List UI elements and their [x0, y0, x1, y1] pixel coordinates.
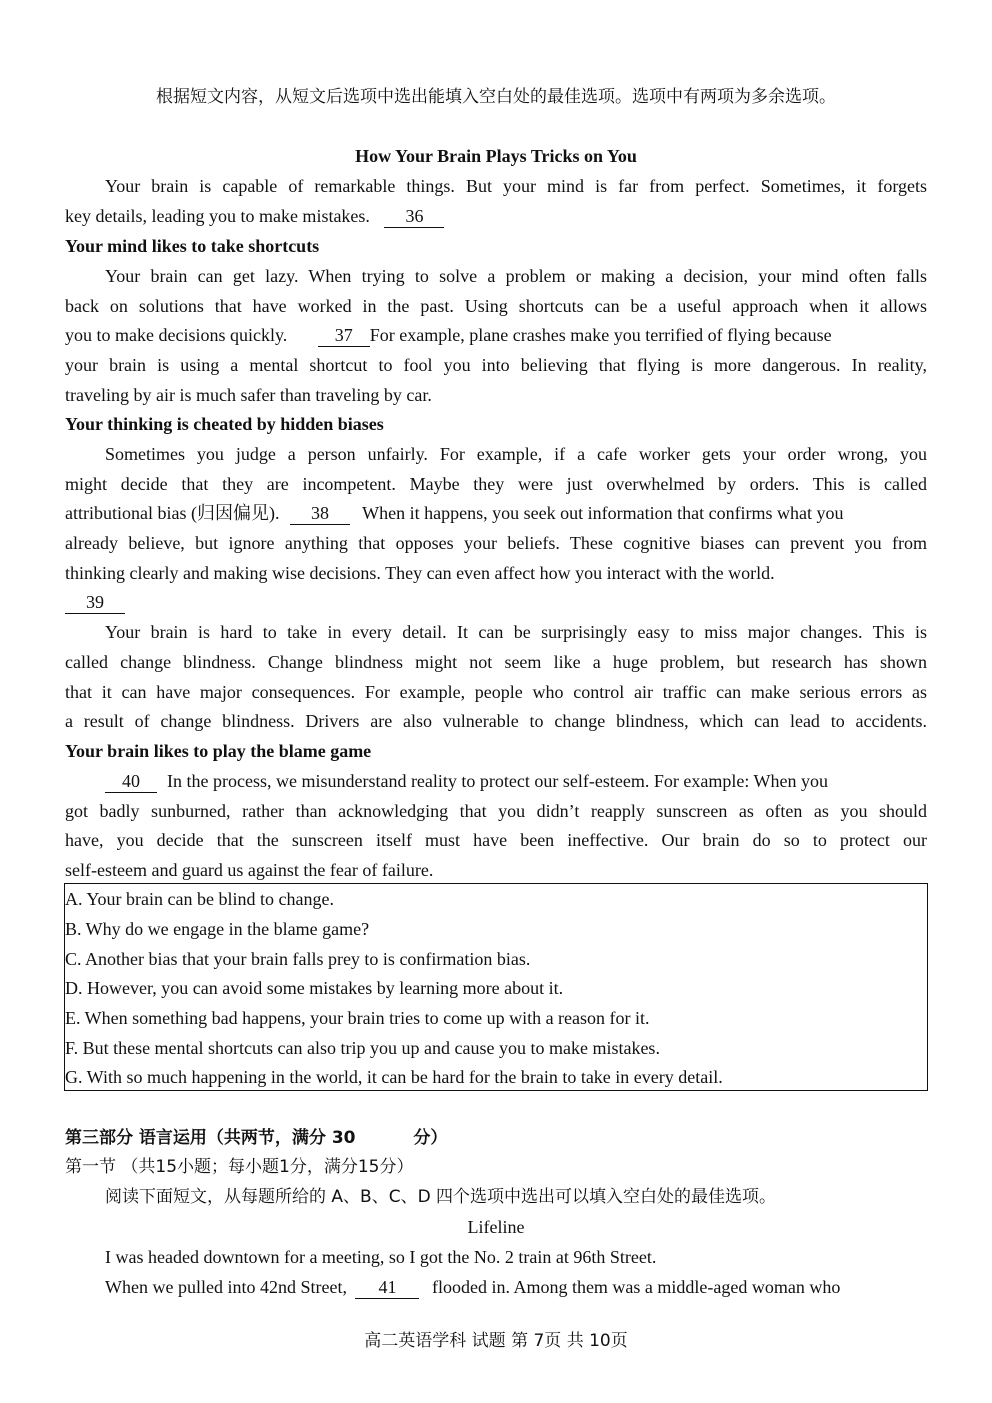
paragraph-line: that it can have major consequences. For example, people who control air traffic can make serious errors as [65, 682, 927, 702]
passage-title: Lifeline [467, 1217, 525, 1237]
paragraph-line: your brain is using a mental shortcut to fool you into believing that flying is more dangerous. In reality, [65, 355, 927, 375]
paragraph-line: Your brain is capable of remarkable things. But your mind is far from perfect. Sometimes, it forgets [105, 176, 927, 196]
text-span: When it happens, you seek out information that confirms what you [362, 503, 844, 523]
paragraph-line: Your brain is hard to take in every detail. It can be surprisingly easy to miss major changes. This is [105, 622, 927, 642]
text-span: you to make decisions quickly. [65, 325, 288, 345]
blank-36: 36 [384, 205, 444, 228]
option-b: B. Why do we engage in the blame game? [65, 919, 370, 939]
option-f: F. But these mental shortcuts can also trip you up and cause you to make mistakes. [65, 1038, 660, 1058]
paragraph-line: got badly sunburned, rather than acknowledging that you didn’t reapply sunscreen as often as you should [65, 801, 927, 821]
passage-title: How Your Brain Plays Tricks on You [355, 146, 637, 166]
paragraph-line: thinking clearly and making wise decisions. They can even affect how you interact with the world. [65, 563, 775, 583]
option-d: D. However, you can avoid some mistakes by learning more about it. [65, 978, 564, 998]
option-c: C. Another bias that your brain falls prey to is confirmation bias. [65, 949, 531, 969]
option-e: E. When something bad happens, your brain tries to come up with a reason for it. [65, 1008, 650, 1028]
paragraph-line: called change blindness. Change blindness might not seem like a huge problem, but research has shown [65, 652, 927, 672]
options-box [64, 883, 928, 1091]
text-span: When we pulled into 42nd Street, [105, 1277, 347, 1297]
blank-39: 39 [65, 591, 125, 614]
text-span: In the process, we misunderstand reality to protect our self-esteem. For example: When you [167, 771, 828, 791]
paragraph-line: a result of change blindness. Drivers are also vulnerable to change blindness, which can lead to accidents. [65, 711, 927, 731]
subheading: Your brain likes to play the blame game [65, 741, 372, 761]
part-heading [65, 1123, 927, 1153]
paragraph-line: self-esteem and guard us against the fear of failure. [65, 860, 434, 880]
paragraph-line [65, 320, 927, 350]
text-span: flooded in. Among them was a middle-aged woman who [431, 1277, 841, 1297]
section-instruction: 根据短文内容，从短文后选项中选出能填入空白处的最佳选项。选项中有两项为多余选项。 [156, 87, 836, 107]
paragraph-line: already believe, but ignore anything that opposes your beliefs. These cognitive biases can prevent you from [65, 533, 927, 553]
section-instruction: 阅读下面短文，从每题所给的 A、B、C、D 四个选项中选出可以填入空白处的最佳选项。 [105, 1187, 777, 1207]
subheading: Your thinking is cheated by hidden biases [65, 414, 384, 434]
paragraph-line [65, 498, 927, 528]
subheading: Your mind likes to take shortcuts [65, 236, 320, 256]
text-span: key details, leading you to make mistakes. [65, 206, 370, 226]
blank-41: 41 [355, 1276, 419, 1299]
paragraph-line: Your brain can get lazy. When trying to solve a problem or making a decision, your mind often falls [105, 266, 927, 286]
paragraph-line: might decide that they are incompetent. Maybe they were just overwhelmed by orders. This is called [65, 474, 927, 494]
section-heading: 第一节 （共15小题；每小题1分，满分15分） [65, 1157, 414, 1177]
blank-38: 38 [290, 502, 350, 525]
text-span: attributional bias (归因偏见). [65, 503, 280, 523]
paragraph-line: have, you decide that the sunscreen itself must have been ineffective. Our brain do so to protect our [65, 830, 927, 850]
blank-40: 40 [105, 770, 157, 793]
paragraph-line [65, 1272, 927, 1302]
paragraph-line [65, 587, 927, 617]
paragraph-line: traveling by air is much safer than traveling by car. [65, 385, 432, 405]
paragraph-line: back on solutions that have worked in the past. Using shortcuts can be a useful approach when it allows [65, 296, 927, 316]
text-span: 第三部分 语言运用（共两节，满分 30 [65, 1128, 356, 1148]
page-footer: 高二英语学科 试题 第 7页 共 10页 [364, 1331, 628, 1351]
paragraph-line: I was headed downtown for a meeting, so I got the No. 2 train at 96th Street. [105, 1247, 657, 1267]
option-g: G. With so much happening in the world, it can be hard for the brain to take in every detail. [65, 1067, 723, 1087]
text-span: 分） [413, 1128, 448, 1148]
text-span: For example, plane crashes make you terrified of flying because [369, 325, 832, 345]
paragraph-line [65, 201, 927, 231]
blank-37: 37 [318, 324, 370, 347]
paragraph-line: Sometimes you judge a person unfairly. For example, if a cafe worker gets your order wrong, you [105, 444, 927, 464]
paragraph-line [65, 766, 927, 796]
option-a: A. Your brain can be blind to change. [65, 889, 334, 909]
